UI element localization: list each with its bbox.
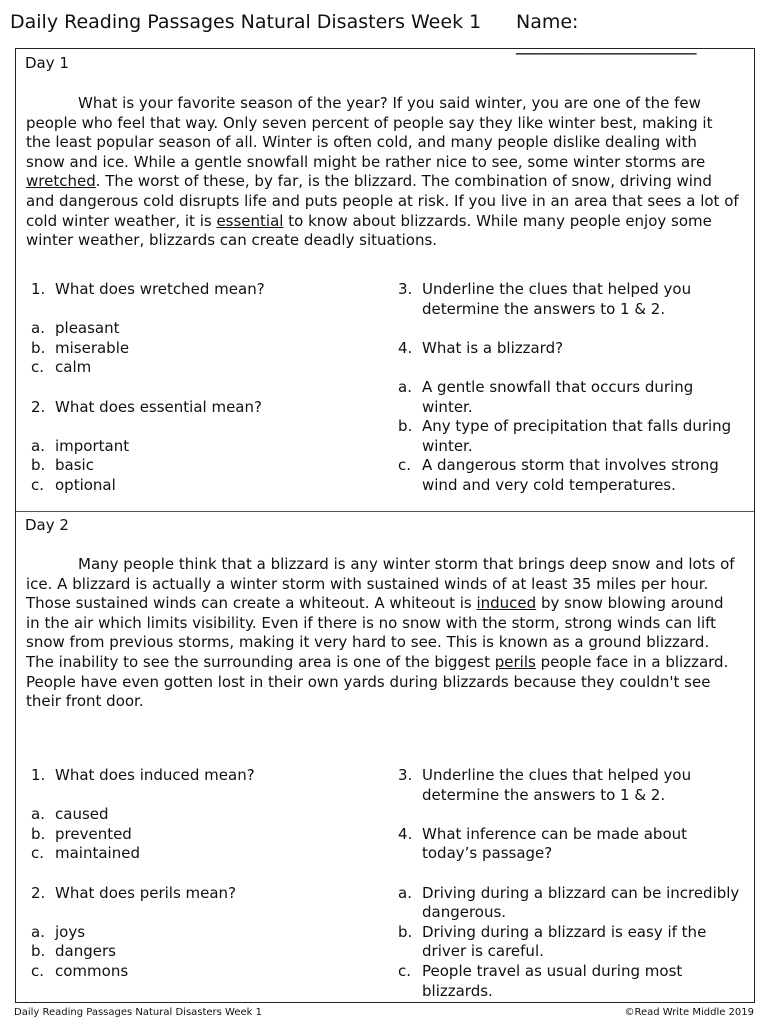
day2-question-4: 4. What inference can be made about today’s passage? (398, 824, 688, 863)
answer-option: b. Any type of precipitation that falls during winter. (398, 417, 732, 455)
vocab-induced: induced (476, 594, 537, 613)
day2-label: Day 2 (25, 516, 69, 534)
day2-left-questions (31, 766, 361, 982)
worksheet-title: Daily Reading Passages Natural Disasters Week 1 (10, 11, 482, 33)
name-line: Name: ___________________ (516, 11, 697, 55)
vocab-wretched: wretched (26, 172, 96, 191)
answer-option: a. joys (31, 922, 86, 941)
answer-option: c. A dangerous storm that involves strong wind and very cold temperatures. (398, 456, 719, 494)
answer-option: c. People travel as usual during most blizzards. (398, 961, 683, 1000)
worksheet-box (15, 48, 755, 1003)
day2-question-3: 3. Underline the clues that helped you determine the answers to 1 & 2. (398, 766, 692, 804)
day1-question-4: 4. What is a blizzard? (398, 338, 564, 357)
day1-left-questions (31, 280, 361, 496)
day1-passage: What is your favorite season of the year? If you said winter, you are one of the few people who feel that way. Only seven percent of people say they like winter best, making it the least popular season of all. Winter is often cold, and many people dislike dealing with snow and ice. While a gentle snowfall might be rather nice to see, some winter storms are wretched. The worst of these, by far, is the blizzard. The combination of snow, driving wind and dangerous cold disrupts life and puts people at risk. If you live in an area that sees a lot of cold winter weather, it is essential to know about blizzards. While many people enjoy some winter weather, blizzards can create deadly situations. (26, 94, 739, 250)
answer-option: c. commons (31, 961, 129, 980)
day2-question-1: 1. What does induced mean? (31, 766, 255, 784)
answer-option: c. optional (31, 475, 116, 494)
day1-question-3: 3. Underline the clues that helped you determine the answers to 1 & 2. (398, 280, 692, 318)
answer-option: c. calm (31, 358, 92, 377)
answer-option: b. basic (31, 456, 94, 475)
answer-option: b. miserable (31, 338, 130, 357)
footer-copyright: ©Read Write Middle 2019 (624, 1007, 754, 1018)
answer-option: a. important (31, 436, 130, 455)
vocab-essential: essential (216, 211, 284, 230)
answer-option: a. pleasant (31, 319, 120, 338)
answer-option: b. prevented (31, 824, 132, 843)
answer-option: a. caused (31, 805, 109, 824)
day1-label: Day 1 (25, 54, 69, 72)
vocab-perils: perils (494, 652, 536, 671)
answer-option: b. Driving during a blizzard is easy if the driver is careful. (398, 922, 707, 961)
day1-right-questions (398, 280, 746, 496)
footer-left: Daily Reading Passages Natural Disasters Week 1 (14, 1007, 262, 1018)
day1-question-2: 2. What does essential mean? (31, 397, 262, 416)
day1-question-1: 1. What does wretched mean? (31, 280, 265, 298)
page-header (10, 8, 758, 55)
answer-option: a. A gentle snowfall that occurs during winter. (398, 377, 694, 416)
answer-option: b. dangers (31, 942, 116, 961)
answer-option: c. maintained (31, 844, 140, 863)
section-divider (16, 511, 754, 512)
day2-passage: Many people think that a blizzard is any winter storm that brings deep snow and lots of ice. A blizzard is actually a winter storm with sustained winds of at least 35 miles per hour. Those sustained winds can create a whiteout. A whiteout is induced by snow blowing around in the air which limits visibility. Even if there is no snow with the storm, strong winds can lift snow from previous storms, making it very hard to see. This is known as a ground blizzard. The inability to see the surrounding area is one of the biggest perils people face in a blizzard. People have even gotten lost in their own yards during blizzards because they couldn't see their front door. (26, 555, 735, 711)
day2-question-2: 2. What does perils mean? (31, 883, 237, 902)
answer-option: a. Driving during a blizzard can be incredibly dangerous. (398, 883, 740, 922)
day2-right-questions (398, 766, 746, 1001)
